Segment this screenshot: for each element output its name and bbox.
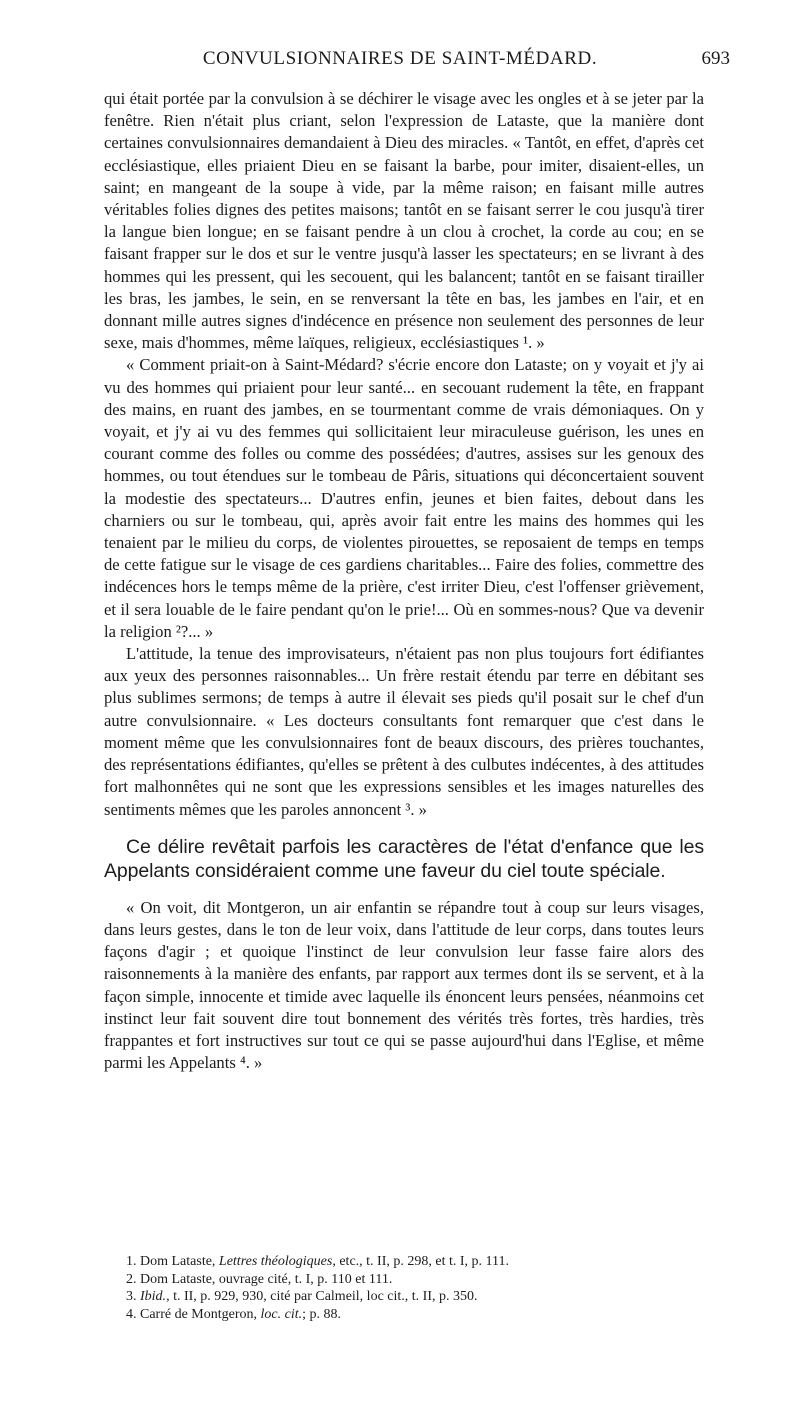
footnote-title: loc. cit. [260, 1306, 303, 1322]
body-text [104, 88, 704, 1074]
footnote-title: Ibid. [140, 1289, 167, 1304]
footnote-number: 2. [126, 1271, 137, 1287]
footnotes [104, 1253, 704, 1323]
footnote [104, 1288, 704, 1306]
paragraph: « Comment priait-on à Saint-Médard? s'écrie encore don Lataste; on y voyait et j'y ai vu des hommes qui priaient pour leur santé... en secouant rudement la tête, en frappant des mains, en ruant des jambes, en se tourmentant comme de vrais démoniaques. On y voyait, et j'y ai vu des femmes qui sollicitaient leur miraculeuse guérison, les unes en courant comme des folles ou comme des possédées; d'autres, assises sur les genoux des hommes, ou tout étendues sur le tombeau de Pâris, situations qui déconcertaient souvent la modestie des spectateurs... D'autres enfin, jeunes et bien faites, debout dans les charniers ou sur le tombeau, qui, après avoir fait entre les mains des hommes qui les tenaient par le milieu du corps, de violentes pirouettes, se reposaient de temps en temps de cette fatigue sur le visage de ces gardiens charitables... Faire des folies, commettre des indécences hors le temps même de la prière, c'est irriter Dieu, c'est l'offenser grièvement, et il sera louable de le faire pendant qu'on le prie!... Où en sommes-nous? Que va devenir la religion ²?... » [104, 355, 704, 641]
footnote-title: Lettres théologiques [218, 1254, 333, 1269]
running-head: CONVULSIONNAIRES DE SAINT-MÉDARD. [202, 48, 598, 69]
footnote-text: Dom Lataste, ouvrage cité, t. I, p. 110 et 111. [140, 1271, 393, 1287]
footnote-number: 1. [126, 1254, 137, 1269]
footnote-text: , etc., t. II, p. 298, et t. I, p. 111. [332, 1254, 509, 1269]
footnote-text: ; p. 88. [302, 1306, 342, 1322]
page-number: 693 [701, 48, 730, 69]
paragraph: qui était portée par la convulsion à se déchirer le visage avec les ongles et à se jeter par la fenêtre. Rien n'était plus criant, selon l'expression de Lataste, que la manière dont certaines convulsionnaires demandaient à Dieu des miracles. « Tantôt, en effet, d'après cet ecclésiastique, elles priaient Dieu en se faisant la barbe, pour imiter, disaient-elles, un saint; en mangeant de la soupe à vide, par la même raison; en faisant mille autres véritables folies dignes des petites maisons; tantôt en se faisant serrer le cou jusqu'à tirer la langue bien longue; en se faisant pendre à un clou à crochet, la corde au cou; en se faisant frapper sur le dos et sur le ventre jusqu'à lasser les spectateurs; en se livrant à des hommes qui les pressent, qui les secouent, qui les balancent; tantôt en se faisant tirailler les bras, les jambes, le sein, en se renversant la tête en bas, les jambes en l'air, et en donnant mille autres signes d'indécence en présence non seulement des personnes de leur sexe, mais d'hommes, même laïques, religieux, ecclésiastiques ¹. » [104, 89, 704, 353]
footnote-text: , t. II, p. 929, 930, cité par Calmeil, loc cit., t. II, p. 350. [166, 1289, 478, 1304]
footnote [104, 1253, 704, 1271]
paragraph: L'attitude, la tenue des improvisateurs, n'étaient pas non plus toujours fort édifiantes aux yeux des personnes raisonnables... Un frère restait étendu par terre en débitant ses plus sublimes sermons; de temps à autre il élevait ses pieds qu'il posait sur le chef d'un autre convulsionnaire. « Les docteurs consultants font remarquer que c'est dans le moment même que les convulsionnaires font de beaux discours, des prières touchantes, des représentations édifiantes, qu'elles se prêtent à des culbutes indécentes, à des attitudes fort malhonnêtes qui ne sont que les expressions sensibles et les images naturelles des sentiments mêmes que les paroles annoncent ³. » [104, 644, 704, 819]
footnote [104, 1271, 704, 1289]
paragraph: « On voit, dit Montgeron, un air enfantin se répandre tout à coup sur leurs visages, dans leurs gestes, dans le ton de leur voix, dans l'attitude de leur corps, dans toutes leurs façons d'agir ; et quoique l'instinct de leur convulsion leur fasse faire alors des raisonnements à la manière des enfants, par rapport aux termes dont ils se servent, et à la façon simple, innocente et timide avec laquelle ils énoncent leurs pensées, néanmoins cet instinct leur fait souvent dire tout bonnement des vérités très fortes, très hardies, très frappantes et fort instructives sur tout ce qui se passe aujourd'hui dans l'Eglise, et même parmi les Appelants ⁴. » [104, 897, 704, 1073]
footnote [104, 1306, 704, 1324]
footnote-text: Dom Lataste, [140, 1254, 219, 1269]
paragraph-large: Ce délire revêtait parfois les caractères de l'état d'enfance que les Appelants considéraient comme une faveur du ciel toute spéciale. [104, 835, 704, 882]
footnote-text: Carré de Montgeron, [140, 1306, 261, 1322]
footnote-number: 3. [126, 1289, 137, 1304]
footnote-number: 4. [126, 1306, 137, 1322]
